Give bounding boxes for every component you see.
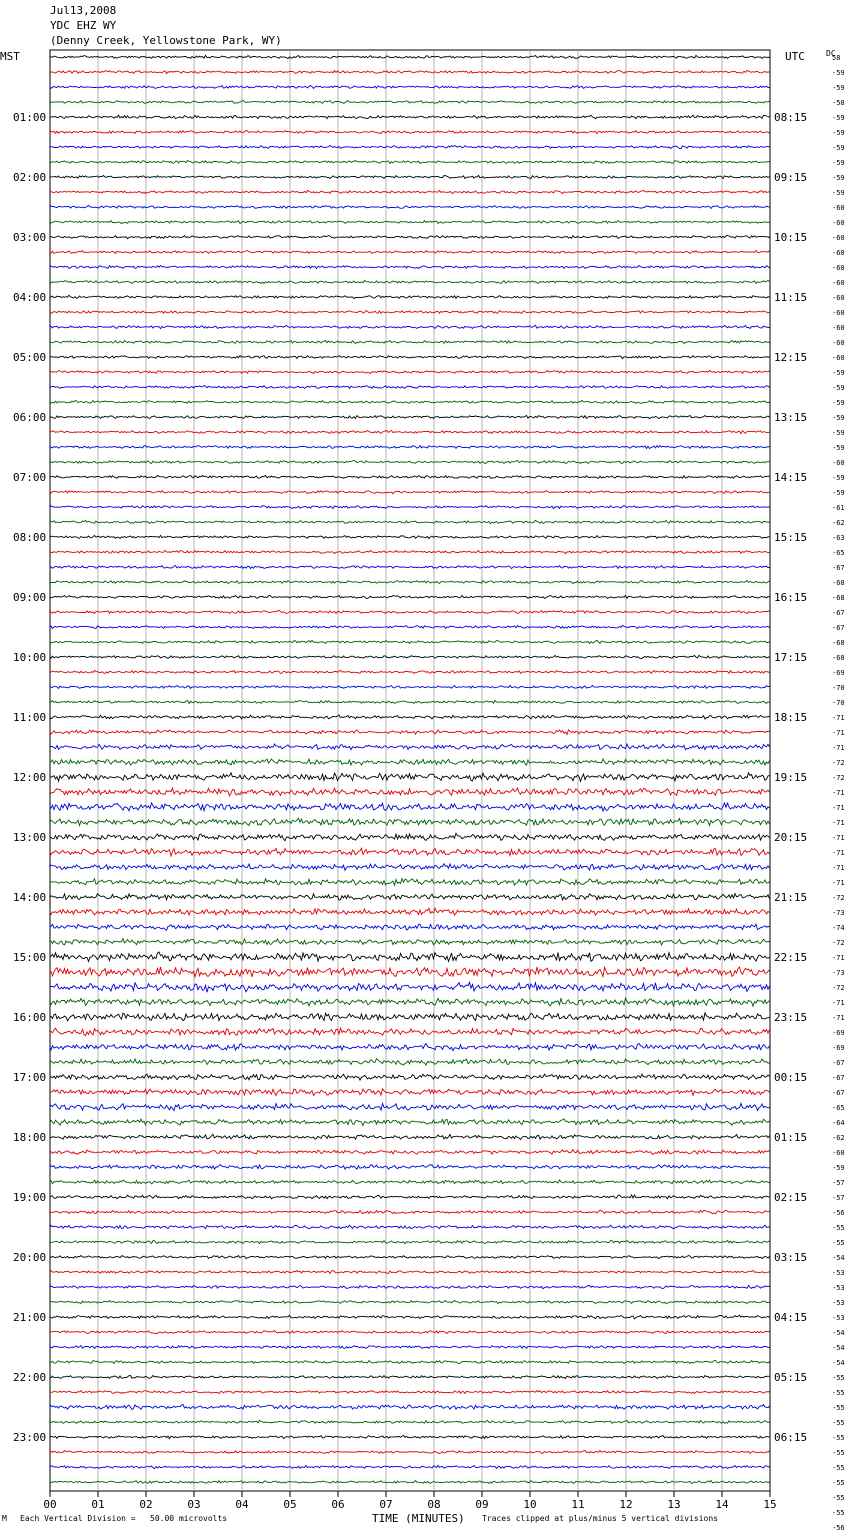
seismic-trace [50, 1044, 770, 1051]
x-tick-label: 15 [763, 1498, 777, 1511]
seismic-trace [50, 967, 770, 977]
dc-value: -72 [832, 939, 845, 947]
dc-value: -59 [832, 174, 845, 182]
seismic-trace [50, 1435, 770, 1438]
dc-value: -73 [832, 909, 845, 917]
mst-hour-label: 15:00 [13, 951, 47, 964]
seismic-trace [50, 1195, 770, 1199]
dc-value: -55 [832, 1419, 845, 1427]
mst-hour-label: 14:00 [13, 891, 47, 904]
dc-value: -54 [832, 1329, 845, 1337]
utc-hour-label: 02:15 [774, 1191, 808, 1204]
x-tick-label: 05 [283, 1498, 297, 1511]
seismic-trace [50, 879, 770, 886]
utc-hour-label: 23:15 [774, 1011, 808, 1024]
mst-hour-label: 02:00 [13, 171, 47, 184]
dc-value: -59 [832, 114, 845, 122]
x-tick-label: 08 [427, 1498, 441, 1511]
seismic-trace [50, 610, 770, 613]
seismic-trace [50, 325, 770, 328]
x-tick-label: 14 [715, 1498, 729, 1511]
seismic-trace [50, 744, 770, 750]
seismic-trace [50, 295, 770, 298]
utc-hour-label: 11:15 [774, 291, 808, 304]
seismic-trace [50, 55, 770, 58]
x-tick-label: 02 [139, 1498, 153, 1511]
seismic-trace [50, 655, 770, 658]
dc-value: -68 [832, 639, 845, 647]
seismic-trace [50, 71, 770, 74]
seismic-trace [50, 625, 770, 628]
seismic-trace [50, 115, 770, 119]
dc-value: -59 [832, 1164, 845, 1172]
dc-value: -72 [832, 774, 845, 782]
seismic-trace [50, 251, 770, 254]
dc-value: -60 [832, 309, 845, 317]
chart-date: Jul13,2008 [50, 4, 117, 17]
dc-value: -55 [832, 1509, 845, 1517]
dc-value: -55 [832, 1374, 845, 1382]
dc-value: -55 [832, 1239, 845, 1247]
dc-value: -72 [832, 984, 845, 992]
dc-value: -53 [832, 1269, 845, 1277]
utc-hour-label: 19:15 [774, 771, 808, 784]
dc-value: -59 [832, 159, 845, 167]
station-location: (Denny Creek, Yellowstone Park, WY) [50, 34, 282, 47]
dc-value: -55 [832, 1449, 845, 1457]
x-axis-title: TIME (MINUTES) [372, 1512, 465, 1525]
seismic-trace [50, 998, 770, 1006]
dc-value: -63 [832, 534, 845, 542]
seismic-trace [50, 100, 770, 103]
dc-value: -67 [832, 1074, 845, 1082]
dc-value: -71 [832, 864, 845, 872]
dc-value: -60 [832, 459, 845, 467]
dc-value: -73 [832, 969, 845, 977]
seismic-trace [50, 476, 770, 479]
mst-hour-label: 06:00 [13, 411, 47, 424]
seismic-trace [50, 1465, 770, 1468]
dc-value: -61 [832, 504, 845, 512]
mst-hour-label: 09:00 [13, 591, 47, 604]
x-tick-label: 11 [571, 1498, 585, 1511]
dc-value: -71 [832, 744, 845, 752]
mst-hour-label: 18:00 [13, 1131, 47, 1144]
dc-value: -69 [832, 1044, 845, 1052]
seismic-trace [50, 1391, 770, 1394]
utc-hour-label: 09:15 [774, 171, 808, 184]
dc-value: -71 [832, 819, 845, 827]
seismic-trace [50, 1346, 770, 1349]
scale-note: Each Vertical Division = 50.00 microvolts [20, 1514, 228, 1523]
seismic-trace [50, 1271, 770, 1274]
dc-value: -71 [832, 789, 845, 797]
mst-hour-label: 11:00 [13, 711, 47, 724]
utc-hour-label: 14:15 [774, 471, 808, 484]
dc-value: -71 [832, 849, 845, 857]
utc-hour-label: 22:15 [774, 951, 808, 964]
dc-value: -60 [832, 294, 845, 302]
mst-hour-label: 16:00 [13, 1011, 47, 1024]
dc-value: 58 [832, 54, 841, 62]
dc-value: -59 [832, 384, 845, 392]
utc-hour-label: 01:15 [774, 1131, 808, 1144]
dc-value: -71 [832, 804, 845, 812]
dc-value: -60 [832, 219, 845, 227]
x-tick-label: 12 [619, 1498, 633, 1511]
dc-value: -53 [832, 1284, 845, 1292]
seismic-trace [50, 445, 770, 448]
seismic-trace [50, 131, 770, 134]
seismic-trace [50, 356, 770, 359]
dc-value: -56 [832, 1209, 845, 1217]
seismic-trace [50, 190, 770, 193]
mst-hour-label: 23:00 [13, 1431, 47, 1444]
seismic-trace [50, 1028, 770, 1036]
dc-value: -59 [832, 414, 845, 422]
seismic-trace [50, 864, 770, 871]
seismic-trace [50, 430, 770, 433]
mst-hour-label: 01:00 [13, 111, 47, 124]
dc-value: -58 [832, 99, 845, 107]
dc-value: -55 [832, 1224, 845, 1232]
seismic-trace [50, 1150, 770, 1155]
seismic-trace [50, 982, 770, 992]
dc-value: -54 [832, 1344, 845, 1352]
dc-value: -60 [832, 339, 845, 347]
dc-value: -59 [832, 84, 845, 92]
utc-hour-label: 20:15 [774, 831, 808, 844]
seismic-trace [50, 1481, 770, 1484]
dc-value: -55 [832, 1434, 845, 1442]
seismic-trace [50, 1134, 770, 1139]
seismic-trace [50, 1103, 770, 1110]
dc-value: -67 [832, 1089, 845, 1097]
mst-hour-label: 10:00 [13, 651, 47, 664]
seismic-trace [50, 952, 770, 961]
x-tick-label: 03 [187, 1498, 201, 1511]
utc-hour-label: 18:15 [774, 711, 808, 724]
seismic-trace [50, 1165, 770, 1170]
dc-value: -53 [832, 1314, 845, 1322]
seismic-trace [50, 759, 770, 765]
seismic-trace [50, 595, 770, 598]
seismic-trace [50, 416, 770, 419]
seismic-trace [50, 640, 770, 643]
seismic-trace [50, 175, 770, 178]
dc-value: -71 [832, 879, 845, 887]
dc-value: -71 [832, 834, 845, 842]
seismic-trace [50, 520, 770, 523]
seismic-trace [50, 1225, 770, 1229]
dc-value: -59 [832, 474, 845, 482]
dc-value: -68 [832, 594, 845, 602]
dc-value: -59 [832, 399, 845, 407]
dc-value: -62 [832, 519, 845, 527]
seismic-trace [50, 1119, 770, 1126]
dc-value: -71 [832, 954, 845, 962]
x-tick-label: 00 [43, 1498, 57, 1511]
clip-note: Traces clipped at plus/minus 5 vertical divisions [482, 1514, 719, 1523]
seismic-trace [50, 1376, 770, 1379]
dc-value: -60 [832, 249, 845, 257]
seismic-trace [50, 1450, 770, 1453]
seismic-trace [50, 1210, 770, 1214]
mst-hour-label: 05:00 [13, 351, 47, 364]
seismic-trace [50, 505, 770, 508]
dc-value: -60 [832, 279, 845, 287]
seismic-trace [50, 280, 770, 283]
dc-value: -60 [832, 264, 845, 272]
dc-value: -64 [832, 1119, 845, 1127]
dc-axis-title: DC [826, 49, 836, 58]
dc-value: -65 [832, 549, 845, 557]
seismic-trace [50, 580, 770, 583]
mst-hour-label: 08:00 [13, 531, 47, 544]
dc-value: -67 [832, 1059, 845, 1067]
utc-hour-label: 00:15 [774, 1071, 808, 1084]
mst-hour-label: 21:00 [13, 1311, 47, 1324]
seismic-trace [50, 908, 770, 915]
seismic-trace [50, 700, 770, 703]
dc-value: -60 [832, 204, 845, 212]
seismic-trace [50, 773, 770, 782]
seismic-trace [50, 1074, 770, 1080]
seismic-trace [50, 146, 770, 149]
dc-value: -59 [832, 369, 845, 377]
dc-value: -72 [832, 759, 845, 767]
x-tick-label: 06 [331, 1498, 345, 1511]
seismic-trace [50, 1315, 770, 1319]
seismic-trace [50, 818, 770, 825]
seismic-trace [50, 535, 770, 538]
dc-value: -70 [832, 699, 845, 707]
x-tick-label: 10 [523, 1498, 537, 1511]
dc-value: -68 [832, 579, 845, 587]
dc-value: -59 [832, 129, 845, 137]
x-tick-label: 13 [667, 1498, 681, 1511]
mst-hour-label: 22:00 [13, 1371, 47, 1384]
mst-hour-label: 17:00 [13, 1071, 47, 1084]
utc-axis-title: UTC [785, 50, 805, 63]
seismic-trace [50, 715, 770, 719]
seismic-trace [50, 1013, 770, 1021]
seismic-trace [50, 894, 770, 900]
dc-value: -55 [832, 1404, 845, 1412]
mst-hour-label: 04:00 [13, 291, 47, 304]
dc-value: -70 [832, 684, 845, 692]
seismic-trace [50, 803, 770, 811]
dc-value: -55 [832, 1389, 845, 1397]
dc-value: -59 [832, 489, 845, 497]
seismic-trace [50, 266, 770, 269]
utc-hour-label: 10:15 [774, 231, 808, 244]
mst-axis-title: MST [0, 50, 20, 63]
dc-value: -60 [832, 324, 845, 332]
dc-value: -62 [832, 1134, 845, 1142]
dc-value: -59 [832, 429, 845, 437]
dc-value: -68 [832, 654, 845, 662]
mst-hour-label: 19:00 [13, 1191, 47, 1204]
dc-value: -67 [832, 624, 845, 632]
dc-value: -59 [832, 189, 845, 197]
seismic-trace [50, 833, 770, 841]
dc-value: -69 [832, 669, 845, 677]
dc-value: -55 [832, 1464, 845, 1472]
utc-hour-label: 13:15 [774, 411, 808, 424]
seismic-trace [50, 221, 770, 224]
scale-mark: M [2, 1514, 7, 1523]
seismic-trace [50, 205, 770, 208]
seismic-trace [50, 1089, 770, 1096]
seismic-trace [50, 1059, 770, 1066]
x-tick-label: 07 [379, 1498, 393, 1511]
utc-hour-label: 05:15 [774, 1371, 808, 1384]
dc-value: -60 [832, 234, 845, 242]
utc-hour-label: 06:15 [774, 1431, 808, 1444]
mst-hour-label: 07:00 [13, 471, 47, 484]
dc-value: -57 [832, 1194, 845, 1202]
seismic-trace [50, 939, 770, 945]
mst-hour-label: 13:00 [13, 831, 47, 844]
dc-value: -69 [832, 1029, 845, 1037]
dc-value: -71 [832, 1014, 845, 1022]
dc-value: -53 [832, 1299, 845, 1307]
seismic-trace [50, 730, 770, 735]
utc-hour-label: 03:15 [774, 1251, 808, 1264]
seismic-trace [50, 848, 770, 856]
dc-value: -67 [832, 564, 845, 572]
dc-value: -74 [832, 924, 845, 932]
dc-value: -55 [832, 1479, 845, 1487]
dc-value: -71 [832, 729, 845, 737]
dc-value: -54 [832, 1254, 845, 1262]
x-tick-label: 01 [91, 1498, 105, 1511]
dc-value: -55 [832, 1494, 845, 1502]
seismic-trace [50, 1180, 770, 1184]
utc-hour-label: 16:15 [774, 591, 808, 604]
x-tick-label: 09 [475, 1498, 489, 1511]
seismic-trace [50, 550, 770, 553]
utc-hour-label: 04:15 [774, 1311, 808, 1324]
seismic-trace [50, 685, 770, 688]
seismic-trace [50, 1285, 770, 1288]
dc-value: -59 [832, 144, 845, 152]
utc-hour-label: 08:15 [774, 111, 808, 124]
seismic-trace [50, 400, 770, 403]
dc-value: -71 [832, 714, 845, 722]
dc-value: -56 [832, 1524, 845, 1532]
mst-hour-label: 20:00 [13, 1251, 47, 1264]
dc-value: -72 [832, 894, 845, 902]
dc-value: -59 [832, 444, 845, 452]
seismic-trace [50, 1331, 770, 1334]
dc-value: -71 [832, 999, 845, 1007]
seismic-trace [50, 1240, 770, 1243]
seismic-trace [50, 161, 770, 164]
seismic-trace [50, 1420, 770, 1423]
dc-value: -59 [832, 69, 845, 77]
dc-value: -54 [832, 1359, 845, 1367]
seismic-trace [50, 340, 770, 343]
seismic-trace [50, 566, 770, 569]
x-tick-label: 04 [235, 1498, 249, 1511]
seismic-trace [50, 1404, 770, 1409]
seismic-trace [50, 1256, 770, 1259]
dc-value: -60 [832, 1149, 845, 1157]
utc-hour-label: 21:15 [774, 891, 808, 904]
seismic-trace [50, 788, 770, 796]
seismic-trace [50, 311, 770, 314]
seismic-trace [50, 236, 770, 239]
seismic-trace [50, 1360, 770, 1363]
seismic-trace [50, 491, 770, 494]
seismic-trace [50, 386, 770, 389]
dc-value: -65 [832, 1104, 845, 1112]
seismic-trace [50, 86, 770, 89]
utc-hour-label: 12:15 [774, 351, 808, 364]
dc-value: -57 [832, 1179, 845, 1187]
dc-value: -60 [832, 354, 845, 362]
utc-hour-label: 15:15 [774, 531, 808, 544]
seismic-trace [50, 1301, 770, 1304]
dc-value: -67 [832, 609, 845, 617]
seismic-trace [50, 460, 770, 463]
seismic-trace [50, 370, 770, 373]
mst-hour-label: 03:00 [13, 231, 47, 244]
mst-hour-label: 12:00 [13, 771, 47, 784]
station-code: YDC EHZ WY [50, 19, 117, 32]
seismic-trace [50, 670, 770, 673]
seismic-trace [50, 924, 770, 930]
utc-hour-label: 17:15 [774, 651, 808, 664]
